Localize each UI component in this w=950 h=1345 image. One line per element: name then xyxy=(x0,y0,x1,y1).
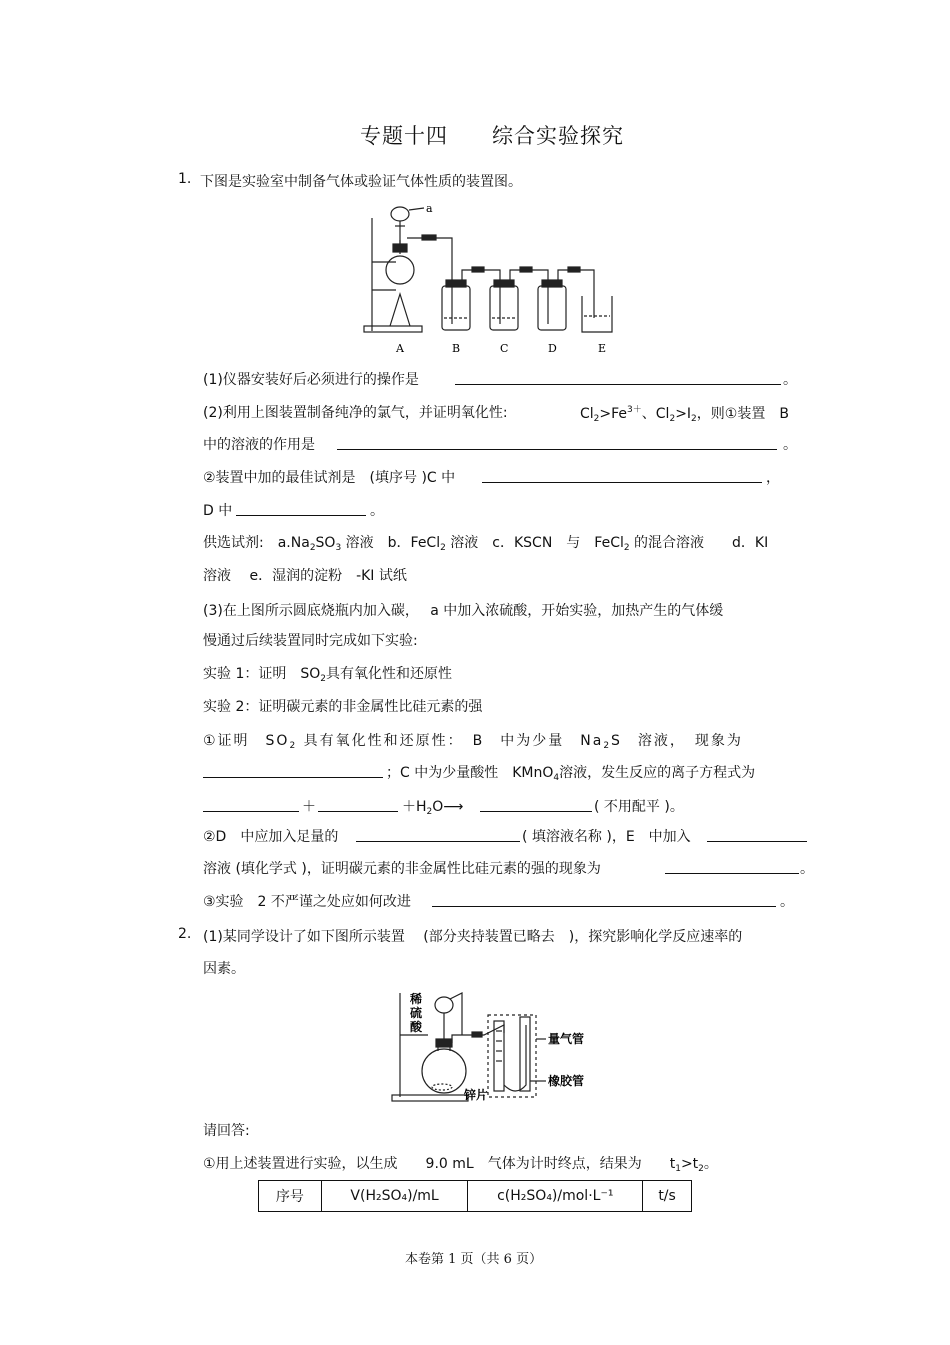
reagent-c: 溶液 c．KSCN 与 FeCl xyxy=(450,535,624,551)
arrow: O⟶ xyxy=(432,799,464,815)
q1-c1-line2: ；C 中为少量酸性 KMnO$_4$溶液，发生反应的离子方程式为 xyxy=(386,765,756,783)
equation-h2o: $+H_2O⟶$ xyxy=(402,799,464,817)
r1c: 。 xyxy=(703,1156,718,1172)
q2-stem-b: 因素。 xyxy=(203,961,245,977)
q1-c1-blank2[interactable] xyxy=(203,797,299,812)
q1-c3: ③实验 2 不严谨之处应如何改进 xyxy=(203,894,411,910)
q1-c1-blank3[interactable] xyxy=(318,797,398,812)
q2-ask: 请回答: xyxy=(203,1123,250,1139)
q1-c2-line2: 溶液 (填化学式 )，证明碳元素的非金属性比硅元素的强的现象为 xyxy=(203,861,601,877)
header-concentration: c(H₂SO₄)/mol·L⁻¹ xyxy=(468,1181,643,1212)
comma: ， xyxy=(766,470,780,486)
label-A: A xyxy=(396,342,404,355)
q1-part2-line3: ②装置中加的最佳试剂是 (填序号 )C 中 xyxy=(203,470,456,486)
label-zinc: 锌片 xyxy=(464,1088,489,1102)
label-acid-3: 酸 xyxy=(410,1020,423,1034)
header-time: t/s xyxy=(643,1181,692,1212)
q1-c3-blank[interactable] xyxy=(432,892,776,907)
c1a: ①证明 SO xyxy=(203,733,290,749)
c1b: 具有氧化性和还原性： B 中为少量 Na xyxy=(303,733,604,749)
q1-c1-blank1[interactable] xyxy=(203,763,383,778)
formula-cl2: 、Cl xyxy=(641,406,670,422)
q1-part2-intro: (2)利用上图装置制备纯净的氯气，并证明氧化性: xyxy=(203,405,508,421)
exp1-text-b: 具有氧化性和还原性 xyxy=(326,666,452,682)
reagent-a: 供选试剂: a.Na xyxy=(203,535,310,551)
q1-part2-blank1[interactable] xyxy=(337,435,777,450)
q1-part3-line1: (3)在上图所示圆底烧瓶内加入碳， a 中加入浓硫酸，开始实验，加热产生的气体缓 xyxy=(203,603,724,619)
q1-c1-line1: ①证明 $SO_2$ 具有氧化性和还原性： B 中为少量 $Na_2S$ 溶液， 现象为 xyxy=(203,733,743,751)
q1-part1-text: (1)仪器安装好后必须进行的操作是 xyxy=(203,372,419,388)
period: 。 xyxy=(370,503,384,519)
plus-1: ＋ xyxy=(302,799,316,815)
label-acid-1: 稀 xyxy=(410,992,423,1006)
q1-part2-formula: $Cl_2>Fe^{3+}$、$Cl_2>I_2$，则①装置 B xyxy=(580,405,789,424)
q1-exp2: 实验 2：证明碳元素的非金属性比硅元素的强 xyxy=(203,699,483,715)
q1-number: 1. xyxy=(178,171,192,187)
r1b: >t xyxy=(680,1156,699,1172)
q2-stem-a: (1)某同学设计了如下图所示装置 (部分夹持装置已略去 )，探究影响化学反应速率的 xyxy=(203,929,743,945)
c1e: 溶液，发生反应的离子方程式为 xyxy=(559,765,756,781)
q1-part2-blank-c[interactable] xyxy=(482,468,762,483)
q1-c1-blank4[interactable] xyxy=(480,797,592,812)
apparatus-figure-1 xyxy=(362,198,622,358)
apparatus-figure-2 xyxy=(388,985,598,1105)
no-balance-note: ( 不用配平 )。 xyxy=(594,799,684,815)
reagent-b: 溶液 b．FeCl xyxy=(345,535,441,551)
c1d: ；C 中为少量酸性 KMnO xyxy=(386,765,554,781)
q1-c2-blank1[interactable] xyxy=(356,827,520,842)
reagent-d: 的混合溶液 d．KI xyxy=(634,535,769,551)
q1-part1 xyxy=(203,369,419,389)
q1-c2-blank3[interactable] xyxy=(665,859,799,874)
period: 。 xyxy=(783,372,797,388)
plus-h: ＋H xyxy=(402,799,427,815)
q1-part3-line2: 慢通过后续装置同时完成如下实验: xyxy=(203,633,418,649)
label-gas-tube: 量气管 xyxy=(548,1032,585,1046)
q1-reagents-line2: 溶液 e．湿润的淀粉 -KI 试纸 xyxy=(203,568,407,584)
exp1-text: 实验 1：证明 SO xyxy=(203,666,321,682)
label-rubber-tube: 橡胶管 xyxy=(548,1074,585,1088)
table-header-row xyxy=(259,1181,692,1212)
label-D: D xyxy=(548,342,557,355)
c1c: S 溶液， 现象为 xyxy=(611,733,743,749)
period: 。 xyxy=(780,894,794,910)
label-a: a xyxy=(426,202,433,215)
r1a: ①用上述装置进行实验，以生成 9.0 mL 气体为计时终点，结果为 t xyxy=(203,1156,676,1172)
label-E: E xyxy=(598,342,607,355)
formula-fe-charge: 3＋ xyxy=(627,405,642,415)
label-acid-2: 硫 xyxy=(410,1006,423,1020)
formula-i: >I xyxy=(675,406,692,422)
q1-c2-blank2[interactable] xyxy=(707,827,807,842)
q1-part2-line1 xyxy=(203,402,508,422)
q1-reagents-line1: 供选试剂: $a.Na_2SO_3$ 溶液 b．FeCl$_2$ 溶液 c．KSCN 与 FeCl$_2$ 的混合溶液 d．KI xyxy=(203,535,769,553)
header-volume: V(H₂SO₄)/mL xyxy=(321,1181,468,1212)
q2-number: 2. xyxy=(178,926,192,942)
formula-fe: >Fe xyxy=(599,406,628,422)
label-B: B xyxy=(452,342,461,355)
q1-part2-d: D 中 xyxy=(203,503,233,519)
formula-cl: Cl xyxy=(580,406,594,422)
data-table xyxy=(258,1180,692,1212)
label-C: C xyxy=(500,342,509,355)
q2-r1: ①用上述装置进行实验，以生成 9.0 mL 气体为计时终点，结果为 $t_1>t_2$。 xyxy=(203,1156,718,1174)
q1-c2-line1b: ( 填溶液名称 )，E 中加入 xyxy=(522,829,691,845)
formula-tail: ，则①装置 B xyxy=(696,406,789,422)
q1-c2-line1a: ②D 中应加入足量的 xyxy=(203,829,339,845)
q1-part1-blank[interactable] xyxy=(455,370,781,385)
q1-exp1: 实验 1：证明 $SO_2$具有氧化性和还原性 xyxy=(203,666,452,684)
q1-stem: 下图是实验室中制备气体或验证气体性质的装置图。 xyxy=(200,174,522,190)
page-footer: 本卷第 1 页（共 6 页） xyxy=(405,1252,543,1267)
q1-part2-line2: 中的溶液的作用是 xyxy=(203,437,315,453)
period: 。 xyxy=(783,437,797,453)
period: 。 xyxy=(800,861,814,877)
page-title: 专题十四 综合实验探究 xyxy=(360,124,624,148)
q1-part2-blank-d[interactable] xyxy=(236,501,366,516)
header-index: 序号 xyxy=(259,1181,322,1212)
